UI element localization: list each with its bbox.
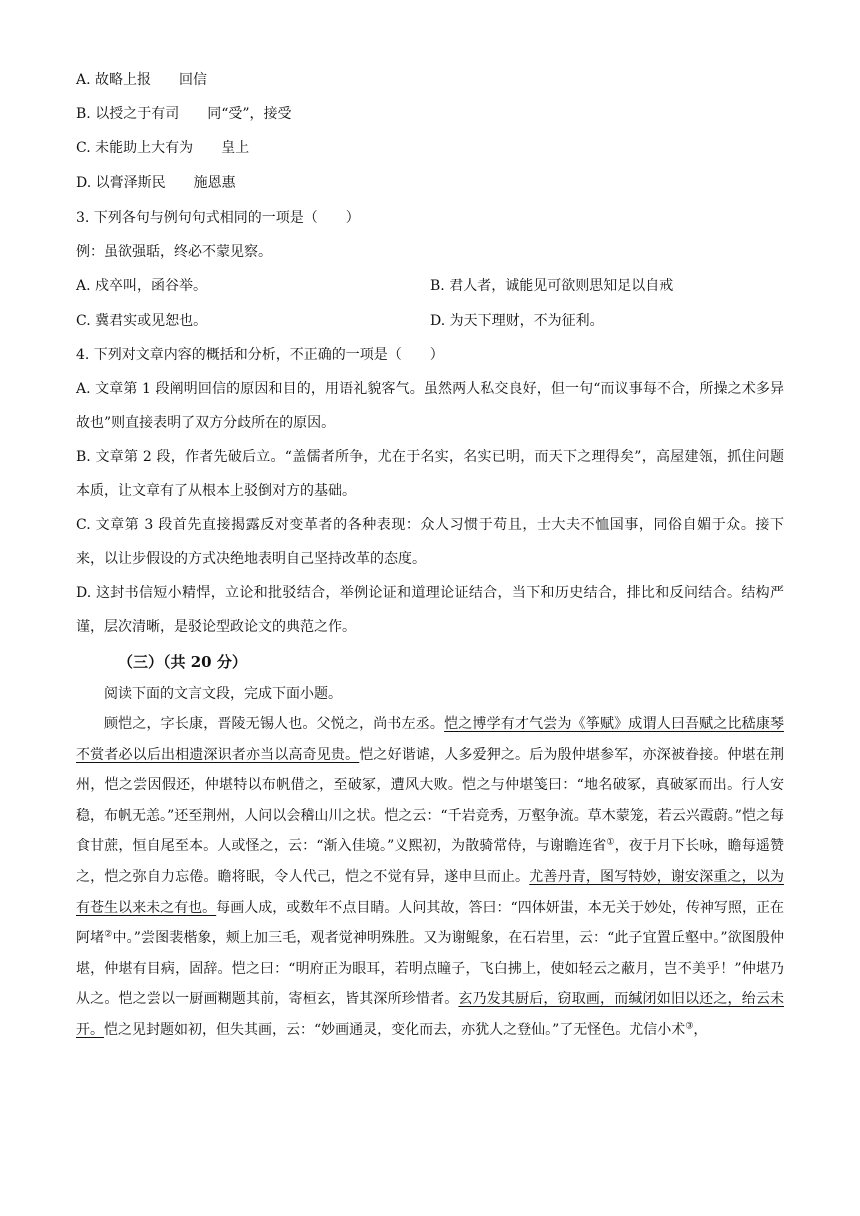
footnote-marker-1: ① <box>606 837 615 848</box>
q3-stem: 3. 下列各句与例句句式相同的一项是（ ） <box>76 210 360 226</box>
q3-example: 例：虽欲强聒，终必不蒙见察。 <box>76 244 272 260</box>
q2-option-b: B. 以授之于有司 同“受”，接受 <box>76 106 292 122</box>
passage-text: 恺之见封题如初，但失其画，云：“妙画通灵，变化而去，亦犹人之登仙。”了无怪色。尤信小术 <box>104 1021 686 1038</box>
q2-option-d: D. 以膏泽斯民 施恩惠 <box>76 175 236 191</box>
q4-option-d: D. 这封书信短小精悍，立论和批驳结合，举例论证和道理论证结合，当下和历史结合，排比和反问结合。结构严谨，层次清晰，是驳论型政论文的典范之作。 <box>76 585 784 635</box>
passage-text: ，夜于月下长咏，瞻每遥赞之，恺之弥自力忘倦。瞻将眠，令人代己，恺之不觉有异，遂申旦而止。 <box>76 838 785 885</box>
footnote-marker-3: ③ <box>685 1021 694 1032</box>
passage-text: 恺之好谐谑，人多爱狎之。后为殷仲堪参军，亦深被眷接。仲堪在荆州，恺之尝因假还，仲堪特以布帆借之，至破冢，遭风大败。恺之与仲堪笺曰：“地名破冢，真破冢而出。行人安稳，布帆无恙。”还至荆州，人问以会稽山川之状。恺之云：“千岩竞秀，万壑争流。草木蒙笼，若云兴霞蔚。”恺之每食甘蔗，恒自尾至本。人或怪之，云：“渐入佳境。”义熙初，为散骑常侍，与谢瞻连省 <box>76 746 784 855</box>
q2-option-c: C. 未能助上大有为 皇上 <box>76 140 250 156</box>
footnote-marker-2: ② <box>104 929 113 940</box>
section-heading: （三）（共 20 分） <box>118 653 247 671</box>
q4-stem: 4. 下列对文章内容的概括和分析，不正确的一项是（ ） <box>76 347 444 363</box>
passage-text: 顾恺之，字长康，晋陵无锡人也。父悦之，尚书左丞。 <box>104 716 445 732</box>
underlined-sentence-2: 尤善丹青，图写特妙，谢安深重之，以为有苍生以来未之有也。 <box>76 868 785 916</box>
q3-option-b: B. 君人者，诚能见可欲则思知足以自戒 <box>430 278 674 294</box>
q2-option-a: A. 故略上报 回信 <box>76 72 208 88</box>
q3-option-a: A. 戍卒叫，函谷举。 <box>76 278 208 294</box>
passage-text: 每画人成，或数年不点目睛。人问其故，答曰：“四体妍蚩，本无关于妙处，传神写照，正在阿堵 <box>76 899 785 947</box>
q4-option-c: C. 文章第 3 段首先直接揭露反对变革者的各种表现：众人习惯于苟且，士大夫不恤国事，同俗自媚于众。接下来，以让步假设的方式决绝地表明自己坚持改革的态度。 <box>76 517 784 567</box>
q4-option-b: B. 文章第 2 段，作者先破后立。“盖儒者所争，尤在于名实，名实已明，而天下之理得矣”，高屋建瓴，抓住问题本质，让文章有了从根本上驳倒对方的基础。 <box>76 449 784 499</box>
underlined-sentence-1: 恺之博学有才气尝为《筝赋》成谓人曰吾赋之比嵇康琴不赏者必以后出相遗深识者亦当以高奇见贵。 <box>76 716 785 763</box>
q3-option-d: D. 为天下理财，不为征利。 <box>430 313 604 329</box>
reading-instruction: 阅读下面的文言文段，完成下面小题。 <box>104 686 342 702</box>
underlined-sentence-3: 玄乃发其厨后，窃取画，而缄闭如旧以还之，绐云未开。 <box>76 991 784 1038</box>
q4-option-a: A. 文章第 1 段阐明回信的原因和目的，用语礼貌客气。虽然两人私交良好，但一句“而议事每不合，所操之术多异故也”则直接表明了双方分歧所在的原因。 <box>76 381 784 431</box>
passage-text: ， <box>693 1021 708 1038</box>
classical-passage <box>76 709 784 1046</box>
q3-option-c: C. 冀君实或见恕也。 <box>76 313 208 329</box>
passage-text: 中。”尝图裴楷象，颊上加三毛，观者觉神明殊胜。又为谢鲲象，在石岩里，云：“此子宜置丘壑中。”欲图殷仲堪，仲堪有目病，固辞。恺之曰：“明府正为眼耳，若明点瞳子，飞白拂上，使如轻云之蔽月，岂不美乎！”仲堪乃从之。恺之尝以一厨画糊题其前，寄桓玄，皆其深所珍惜者。 <box>76 930 784 1008</box>
